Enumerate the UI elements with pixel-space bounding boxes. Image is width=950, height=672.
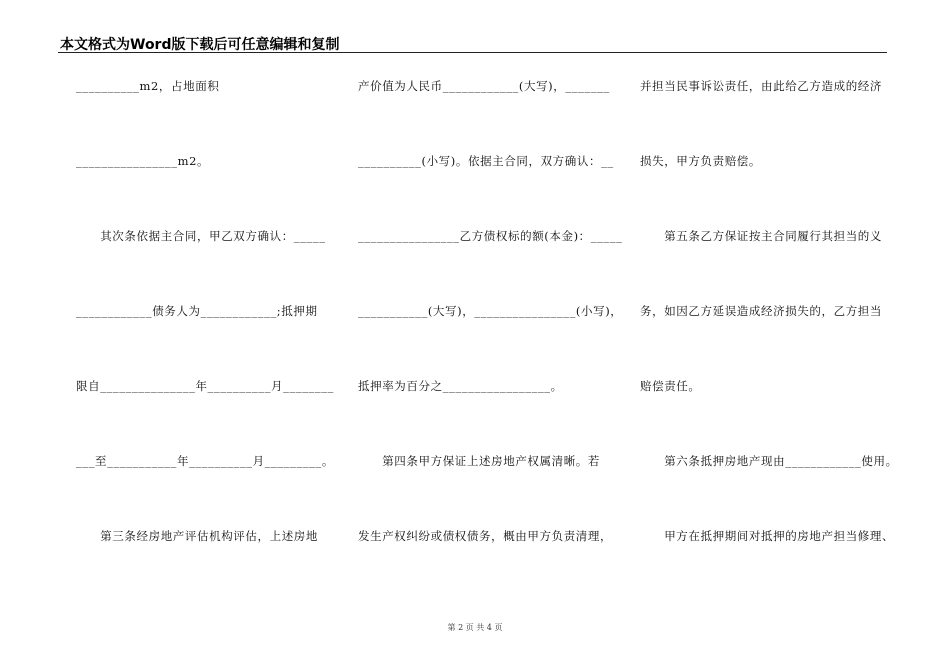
text-line: 第三条经房地产评估机构评估，上述房地 [76,529,318,543]
text-line: 并担当民事诉讼责任，由此给乙方造成的经济 [640,79,882,93]
text-line: 赔偿责任。 [640,379,701,393]
text-line: ___至___________年__________月_________。 [76,454,334,468]
text-line: 第五条乙方保证按主合同履行其担当的义 [640,229,882,243]
text-line: __________m2，占地面积 [76,79,220,93]
text-line: ________________乙方债权标的额(本金)：_____ [358,229,623,243]
text-line: 抵押率为百分之_________________。 [358,379,563,393]
page-number: 第 2 页 共 4 页 [447,623,503,632]
text-line: 其次条依据主合同，甲乙双方确认：_____ [76,229,326,243]
text-line: 甲方在抵押期间对抵押的房地产担当修理、 [640,529,895,543]
text-line: 第六条抵押房地产现由____________使用。 [640,454,898,468]
text-line: ________________m2。 [76,154,210,168]
text-line: 损失，甲方负责赔偿。 [640,154,761,168]
text-line: ___________(大写)，________________(小写)， [358,304,623,318]
text-line: __________(小写)。依据主合同，双方确认：__ [358,154,614,168]
text-line: ____________债务人为____________;抵押期 [76,304,318,318]
document-header-title: 本文格式为Word版下载后可任意编辑和复制 [60,37,340,53]
text-line: 产价值为人民币____________(大写)，_______ [358,79,610,93]
header-divider [58,52,887,53]
text-line: 发生产权纠纷或债权债务，概由甲方负责清理， [358,529,613,543]
text-line: 第四条甲方保证上述房地产权属清晰。若 [358,454,600,468]
text-line: 限自_______________年__________月________ [76,379,334,393]
text-line: 务，如因乙方延误造成经济损失的，乙方担当 [640,304,882,318]
